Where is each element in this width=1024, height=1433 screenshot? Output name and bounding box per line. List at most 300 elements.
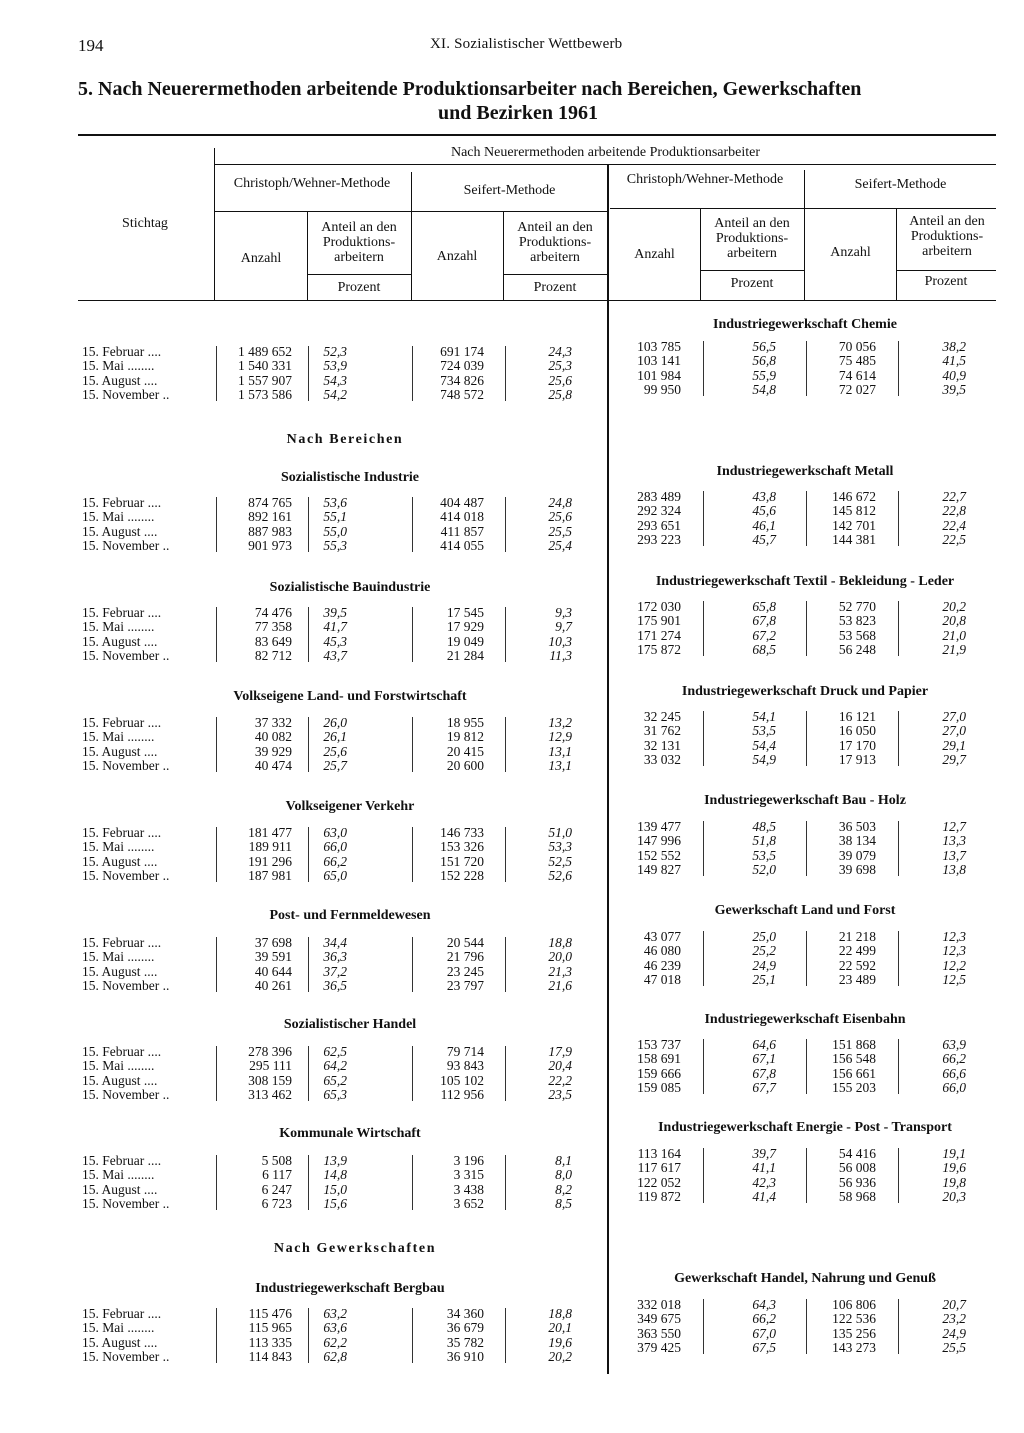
cell-prozent: 51,0 xyxy=(548,825,572,840)
row-label: 15. Februar .... xyxy=(82,1044,162,1059)
column-rule xyxy=(898,341,899,396)
title-line-1: 5. Nach Neuerermethoden arbeitende Produktionsarbeiter nach Bereichen, Gewerkschaften xyxy=(78,78,862,100)
cell-prozent: 25,7 xyxy=(323,757,347,773)
cell-anzahl: 21 218 xyxy=(838,929,876,944)
cell-prozent: 54,2 xyxy=(323,386,347,402)
section-title: Industriegewerkschaft Metall xyxy=(716,464,894,479)
cell-anzahl: 58 968 xyxy=(838,1188,876,1204)
cell-anzahl: 1 489 652 xyxy=(238,344,292,359)
column-rule xyxy=(806,711,807,766)
cell-prozent: 20,8 xyxy=(942,613,966,629)
running-head: XI. Sozialistischer Wettbewerb xyxy=(430,36,623,52)
table-row xyxy=(0,820,1024,834)
cell-anzahl: 187 981 xyxy=(248,867,292,883)
cell-anzahl: 17 170 xyxy=(838,737,876,753)
column-rule xyxy=(703,1039,704,1094)
row-label: 15. Mai ........ xyxy=(82,949,155,965)
table-row xyxy=(0,1190,1024,1204)
table-row xyxy=(0,739,1024,753)
table-row xyxy=(0,614,1024,628)
cell-prozent: 39,5 xyxy=(942,381,966,397)
cell-prozent: 43,8 xyxy=(752,489,776,504)
table-row xyxy=(0,629,1024,643)
cell-anzahl: 175 872 xyxy=(637,641,681,657)
cell-anzahl: 101 984 xyxy=(637,367,681,383)
cell-prozent: 25,8 xyxy=(548,386,572,402)
cell-anzahl: 36 679 xyxy=(446,1320,484,1336)
cell-anzahl: 21 284 xyxy=(446,647,484,663)
column-rule xyxy=(898,931,899,986)
cell-prozent: 26,1 xyxy=(323,729,347,745)
cell-prozent: 20,4 xyxy=(548,1058,572,1074)
cell-prozent: 21,9 xyxy=(942,641,966,657)
cell-anzahl: 31 762 xyxy=(643,723,681,739)
cell-anzahl: 379 425 xyxy=(637,1339,681,1355)
table-row xyxy=(0,724,1024,738)
header-stichtag: Stichtag xyxy=(122,216,168,231)
cell-prozent: 27,0 xyxy=(942,709,966,724)
cell-prozent: 18,8 xyxy=(548,1306,572,1321)
cell-anzahl: 54 416 xyxy=(838,1146,876,1161)
cell-prozent: 54,9 xyxy=(752,751,776,767)
cell-anzahl: 83 649 xyxy=(254,633,292,649)
cell-anzahl: 278 396 xyxy=(248,1044,292,1059)
cell-prozent: 62,2 xyxy=(323,1334,347,1350)
cell-anzahl: 117 617 xyxy=(637,1160,681,1176)
cell-prozent: 25,5 xyxy=(942,1339,966,1355)
right-section-5-rows xyxy=(0,930,1024,987)
table-row xyxy=(0,930,1024,944)
cell-anzahl: 734 826 xyxy=(440,372,484,388)
cell-anzahl: 159 666 xyxy=(637,1065,681,1081)
header-anzahl-2: Anzahl xyxy=(436,249,478,264)
cell-prozent: 22,2 xyxy=(548,1072,572,1088)
section-title: Industriegewerkschaft Druck und Papier xyxy=(681,684,929,699)
cell-anzahl: 105 102 xyxy=(440,1072,484,1088)
row-label: 15. August .... xyxy=(82,633,158,649)
header-seifert-right: Seifert-Methode xyxy=(854,177,947,192)
cell-anzahl: 901 973 xyxy=(248,537,292,553)
column-rule xyxy=(703,931,704,986)
row-label: 15. August .... xyxy=(82,1181,158,1197)
row-label: 15. November .. xyxy=(82,977,170,993)
cell-anzahl: 93 843 xyxy=(446,1058,484,1074)
column-rule xyxy=(806,931,807,986)
table-row xyxy=(0,710,1024,724)
cell-anzahl: 19 049 xyxy=(446,633,484,649)
cell-anzahl: 1 557 907 xyxy=(238,372,292,388)
cell-prozent: 20,2 xyxy=(548,1348,572,1364)
cell-anzahl: 332 018 xyxy=(637,1297,681,1312)
header-anteil-2: Anteil an den Produktions-arbeitern xyxy=(517,220,593,265)
table-row xyxy=(0,1327,1024,1341)
column-rule xyxy=(898,821,899,876)
cell-prozent: 13,2 xyxy=(548,715,572,730)
title-line-2: und Bezirken 1961 xyxy=(437,102,599,124)
cell-anzahl: 404 487 xyxy=(440,495,484,510)
cell-anzahl: 892 161 xyxy=(248,509,292,525)
right-section-2-rows xyxy=(0,600,1024,657)
cell-prozent: 21,0 xyxy=(942,627,966,643)
cell-prozent: 9,3 xyxy=(555,605,572,620)
column-rule xyxy=(703,821,704,876)
header-bottom-rule xyxy=(78,300,996,301)
table-row xyxy=(0,1052,1024,1066)
cell-prozent: 8,1 xyxy=(555,1153,572,1168)
table-row xyxy=(0,753,1024,767)
cell-prozent: 13,1 xyxy=(548,743,572,759)
cell-anzahl: 79 714 xyxy=(446,1044,484,1059)
cell-anzahl: 113 335 xyxy=(248,1334,292,1350)
cell-anzahl: 72 027 xyxy=(838,381,876,397)
cell-prozent: 67,5 xyxy=(752,1339,776,1355)
cell-prozent: 52,5 xyxy=(548,853,572,869)
header-rule-prozent-1 xyxy=(307,274,411,275)
cell-prozent: 62,5 xyxy=(323,1044,347,1059)
cell-anzahl: 724 039 xyxy=(440,358,484,374)
column-rule xyxy=(703,711,704,766)
cell-prozent: 12,3 xyxy=(942,929,966,944)
table-row xyxy=(0,354,1024,368)
cell-prozent: 10,3 xyxy=(548,633,572,649)
cell-anzahl: 411 857 xyxy=(440,523,484,539)
cell-anzahl: 40 474 xyxy=(254,757,292,773)
cell-prozent: 12,7 xyxy=(942,819,966,834)
cell-prozent: 67,1 xyxy=(752,1051,776,1067)
cell-prozent: 67,8 xyxy=(752,1065,776,1081)
cell-prozent: 25,6 xyxy=(548,509,572,525)
cell-prozent: 54,1 xyxy=(752,709,776,724)
cell-prozent: 15,6 xyxy=(323,1195,347,1211)
column-rule xyxy=(703,1148,704,1203)
cell-prozent: 12,5 xyxy=(942,971,966,987)
cell-anzahl: 16 121 xyxy=(838,709,876,724)
cell-prozent: 63,9 xyxy=(942,1037,966,1052)
table-row xyxy=(0,1067,1024,1081)
cell-anzahl: 6 117 xyxy=(262,1167,292,1183)
cell-prozent: 29,1 xyxy=(942,737,966,753)
cell-prozent: 66,6 xyxy=(942,1065,966,1081)
section-title: Industriegewerkschaft Textil - Bekleidung - Leder xyxy=(655,574,955,589)
table-row xyxy=(0,1147,1024,1161)
cell-anzahl: 3 652 xyxy=(453,1195,484,1211)
cell-anzahl: 106 806 xyxy=(832,1297,876,1312)
row-label: 15. Februar .... xyxy=(82,715,162,730)
cell-prozent: 63,0 xyxy=(323,825,347,840)
cell-prozent: 41,7 xyxy=(323,619,347,635)
cell-anzahl: 17 913 xyxy=(838,751,876,767)
cell-anzahl: 414 055 xyxy=(440,537,484,553)
section-title: Gewerkschaft Land und Forst xyxy=(714,903,896,918)
cell-prozent: 40,9 xyxy=(942,367,966,383)
cell-anzahl: 313 462 xyxy=(248,1086,292,1102)
column-rule xyxy=(806,491,807,546)
cell-anzahl: 139 477 xyxy=(637,819,681,834)
cell-prozent: 27,0 xyxy=(942,723,966,739)
cell-prozent: 24,9 xyxy=(942,1325,966,1341)
cell-anzahl: 191 296 xyxy=(248,853,292,869)
cell-prozent: 19,1 xyxy=(942,1146,966,1161)
header-anteil-3: Anteil an den Produktions-arbeitern xyxy=(714,216,790,261)
cell-anzahl: 21 796 xyxy=(446,949,484,965)
cell-anzahl: 1 573 586 xyxy=(238,386,292,402)
row-label: 15. Mai ........ xyxy=(82,1320,155,1336)
cell-anzahl: 39 698 xyxy=(838,861,876,877)
cell-anzahl: 6 723 xyxy=(261,1195,292,1211)
cell-anzahl: 39 079 xyxy=(838,847,876,863)
right-section-7-rows xyxy=(0,1147,1024,1204)
cell-prozent: 17,9 xyxy=(548,1044,572,1059)
cell-anzahl: 37 698 xyxy=(254,935,292,950)
cell-prozent: 65,3 xyxy=(323,1086,347,1102)
cell-anzahl: 74 614 xyxy=(838,367,876,383)
section-title: Volkseigene Land- und Forstwirtschaft xyxy=(233,689,467,704)
cell-prozent: 45,3 xyxy=(323,633,347,649)
cell-anzahl: 56 008 xyxy=(838,1160,876,1176)
cell-anzahl: 748 572 xyxy=(440,386,484,402)
cell-prozent: 25,0 xyxy=(752,929,776,944)
cell-anzahl: 23 797 xyxy=(446,977,484,993)
cell-prozent: 55,3 xyxy=(323,537,347,553)
header-prozent-3: Prozent xyxy=(730,276,774,291)
cell-prozent: 45,6 xyxy=(752,503,776,519)
cell-anzahl: 103 785 xyxy=(637,339,681,354)
cell-prozent: 39,7 xyxy=(752,1146,776,1161)
row-label: 15. November .. xyxy=(82,867,170,883)
cell-anzahl: 46 080 xyxy=(643,943,681,959)
section-title: Kommunale Wirtschaft xyxy=(279,1126,421,1141)
cell-anzahl: 175 901 xyxy=(637,613,681,629)
table-row xyxy=(0,1312,1024,1326)
cell-prozent: 25,5 xyxy=(548,523,572,539)
cell-anzahl: 46 239 xyxy=(643,957,681,973)
section-title: Industriegewerkschaft Eisenbahn xyxy=(704,1012,906,1027)
cell-prozent: 66,2 xyxy=(942,1051,966,1067)
row-label: 15. August .... xyxy=(82,1072,158,1088)
cell-prozent: 34,4 xyxy=(323,935,347,950)
cell-prozent: 25,4 xyxy=(548,537,572,553)
cell-prozent: 68,5 xyxy=(752,641,776,657)
cell-anzahl: 146 672 xyxy=(832,489,876,504)
cell-anzahl: 114 843 xyxy=(248,1348,292,1364)
cell-prozent: 8,0 xyxy=(555,1167,572,1183)
cell-prozent: 25,6 xyxy=(323,743,347,759)
cell-anzahl: 23 489 xyxy=(838,971,876,987)
cell-anzahl: 38 134 xyxy=(838,833,876,849)
cell-anzahl: 35 782 xyxy=(446,1334,484,1350)
table-row xyxy=(0,1176,1024,1190)
row-label: 15. Mai ........ xyxy=(82,358,155,374)
cell-prozent: 54,3 xyxy=(323,372,347,388)
cell-prozent: 53,5 xyxy=(752,723,776,739)
cell-prozent: 15,0 xyxy=(323,1181,347,1197)
table-row xyxy=(0,600,1024,614)
cell-prozent: 19,8 xyxy=(942,1174,966,1190)
cell-anzahl: 53 568 xyxy=(838,627,876,643)
cell-anzahl: 39 591 xyxy=(254,949,292,965)
cell-anzahl: 181 477 xyxy=(248,825,292,840)
cell-prozent: 65,8 xyxy=(752,599,776,614)
cell-anzahl: 152 552 xyxy=(637,847,681,863)
row-label: 15. Februar .... xyxy=(82,1153,162,1168)
cell-anzahl: 32 245 xyxy=(643,709,681,724)
row-label: 15. August .... xyxy=(82,743,158,759)
table-row xyxy=(0,1038,1024,1052)
row-label: 15. Februar .... xyxy=(82,605,162,620)
cell-prozent: 8,2 xyxy=(555,1181,572,1197)
cell-prozent: 8,5 xyxy=(555,1195,572,1211)
table-row xyxy=(0,863,1024,877)
cell-prozent: 51,8 xyxy=(752,833,776,849)
cell-prozent: 20,2 xyxy=(942,599,966,614)
cell-prozent: 13,9 xyxy=(323,1153,347,1168)
table-row xyxy=(0,1298,1024,1312)
cell-anzahl: 142 701 xyxy=(832,517,876,533)
header-anteil-1: Anteil an den Produktions-arbeitern xyxy=(321,220,397,265)
cell-prozent: 13,1 xyxy=(548,757,572,773)
right-section-4-rows xyxy=(0,820,1024,877)
cell-prozent: 14,8 xyxy=(323,1167,347,1183)
cell-prozent: 54,4 xyxy=(752,737,776,753)
column-rule xyxy=(898,601,899,656)
cell-prozent: 63,2 xyxy=(323,1306,347,1321)
table-row xyxy=(0,340,1024,354)
cell-anzahl: 3 438 xyxy=(453,1181,484,1197)
row-label: 15. Mai ........ xyxy=(82,619,155,635)
header-group: Nach Neuerermethoden arbeitende Produktionsarbeiter xyxy=(450,145,761,160)
row-label: 15. Februar .... xyxy=(82,344,162,359)
header-prozent-4: Prozent xyxy=(924,274,968,289)
cell-anzahl: 122 536 xyxy=(832,1311,876,1327)
cell-anzahl: 40 261 xyxy=(254,977,292,993)
cell-prozent: 23,5 xyxy=(548,1086,572,1102)
header-top-rule xyxy=(78,134,996,136)
cell-anzahl: 152 228 xyxy=(440,867,484,883)
section-title: Industriegewerkschaft Chemie xyxy=(713,317,897,332)
cell-anzahl: 158 691 xyxy=(637,1051,681,1067)
cell-anzahl: 149 827 xyxy=(637,861,681,877)
cell-prozent: 19,6 xyxy=(548,1334,572,1350)
cell-anzahl: 18 955 xyxy=(446,715,484,730)
cell-anzahl: 40 644 xyxy=(254,963,292,979)
cell-anzahl: 20 600 xyxy=(446,757,484,773)
cell-prozent: 22,4 xyxy=(942,517,966,533)
cell-anzahl: 16 050 xyxy=(838,723,876,739)
row-label: 15. Mai ........ xyxy=(82,509,155,525)
cell-prozent: 54,8 xyxy=(752,381,776,397)
row-label: 15. Mai ........ xyxy=(82,839,155,855)
cell-prozent: 64,3 xyxy=(752,1297,776,1312)
cell-prozent: 39,5 xyxy=(323,605,347,620)
cell-anzahl: 20 415 xyxy=(446,743,484,759)
cell-prozent: 9,7 xyxy=(555,619,572,635)
cell-prozent: 46,1 xyxy=(752,517,776,533)
cell-prozent: 24,8 xyxy=(548,495,572,510)
cell-anzahl: 56 936 xyxy=(838,1174,876,1190)
cell-prozent: 45,7 xyxy=(752,531,776,547)
cell-prozent: 64,6 xyxy=(752,1037,776,1052)
cell-prozent: 67,7 xyxy=(752,1079,776,1095)
row-label: 15. Mai ........ xyxy=(82,729,155,745)
cell-prozent: 52,6 xyxy=(548,867,572,883)
cell-anzahl: 135 256 xyxy=(832,1325,876,1341)
cell-prozent: 13,7 xyxy=(942,847,966,863)
cell-prozent: 55,9 xyxy=(752,367,776,383)
table-title xyxy=(78,77,998,125)
cell-anzahl: 40 082 xyxy=(254,729,292,745)
cell-anzahl: 363 550 xyxy=(637,1325,681,1341)
right-section-8-rows xyxy=(0,1298,1024,1355)
cell-prozent: 26,0 xyxy=(323,715,347,730)
cell-prozent: 19,6 xyxy=(942,1160,966,1176)
header-anzahl-4: Anzahl xyxy=(830,245,871,260)
row-label: 15. Februar .... xyxy=(82,935,162,950)
header-christoph-right: Christoph/Wehner-Methode xyxy=(626,172,784,187)
cell-prozent: 43,7 xyxy=(323,647,347,663)
section-title: Sozialistische Bauindustrie xyxy=(269,580,431,595)
column-rule xyxy=(703,491,704,546)
table-row xyxy=(0,643,1024,657)
cell-anzahl: 156 548 xyxy=(832,1051,876,1067)
cell-prozent: 52,3 xyxy=(323,344,347,359)
cell-anzahl: 34 360 xyxy=(446,1306,484,1321)
cell-anzahl: 156 661 xyxy=(832,1065,876,1081)
row-label: 15. August .... xyxy=(82,853,158,869)
table-row xyxy=(0,944,1024,958)
right-section-6-rows xyxy=(0,1038,1024,1095)
cell-prozent: 65,0 xyxy=(323,867,347,883)
cell-prozent: 20,0 xyxy=(548,949,572,965)
cell-anzahl: 1 540 331 xyxy=(238,358,292,374)
cell-prozent: 56,5 xyxy=(752,339,776,354)
cell-anzahl: 172 030 xyxy=(637,599,681,614)
cell-anzahl: 23 245 xyxy=(446,963,484,979)
row-label: 15. Februar .... xyxy=(82,495,162,510)
cell-prozent: 67,0 xyxy=(752,1325,776,1341)
cell-anzahl: 36 503 xyxy=(838,819,876,834)
cell-prozent: 23,2 xyxy=(942,1311,966,1327)
section-title: Sozialistischer Handel xyxy=(283,1017,417,1032)
column-rule xyxy=(898,1299,899,1354)
right-section-1-rows xyxy=(0,490,1024,547)
column-rule xyxy=(898,1039,899,1094)
cell-anzahl: 19 812 xyxy=(446,729,484,745)
column-rule xyxy=(806,341,807,396)
cell-prozent: 29,7 xyxy=(942,751,966,767)
header-rule-prozent-3 xyxy=(700,270,804,271)
cell-prozent: 13,3 xyxy=(942,833,966,849)
row-label: 15. August .... xyxy=(82,1334,158,1350)
cell-prozent: 22,7 xyxy=(942,489,966,504)
cell-anzahl: 283 489 xyxy=(637,489,681,504)
cell-prozent: 37,2 xyxy=(323,963,347,979)
right-section-0-rows xyxy=(0,340,1024,397)
cell-anzahl: 119 872 xyxy=(637,1188,681,1204)
header-rule-group xyxy=(215,164,996,165)
cell-anzahl: 5 508 xyxy=(261,1153,292,1168)
cell-prozent: 12,2 xyxy=(942,957,966,973)
header-anzahl-3: Anzahl xyxy=(634,247,675,262)
cell-prozent: 12,3 xyxy=(942,943,966,959)
column-rule xyxy=(703,601,704,656)
table-row xyxy=(0,1341,1024,1355)
column-rule xyxy=(898,491,899,546)
cell-anzahl: 146 733 xyxy=(440,825,484,840)
cell-anzahl: 171 274 xyxy=(637,627,681,643)
cell-anzahl: 103 141 xyxy=(637,353,681,369)
cell-prozent: 66,0 xyxy=(942,1079,966,1095)
column-rule xyxy=(806,821,807,876)
